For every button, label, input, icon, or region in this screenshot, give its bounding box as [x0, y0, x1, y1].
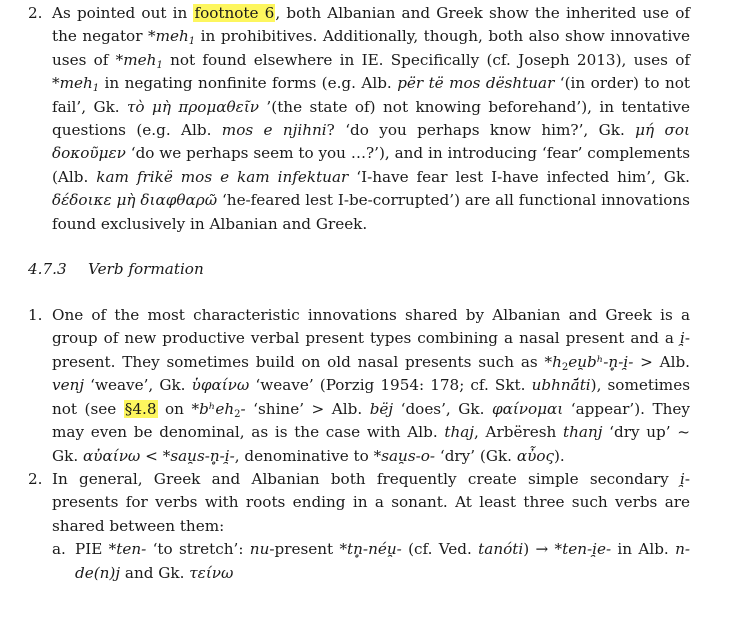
paragraph-negator: 2. As pointed out in footnote 6, both Albanian and Greek show the inherited use of the negator *meh$_1$ in prohibitives. Additionally, though, both also show innovative uses of *meh$_1$ not found elsewhere in IE. Specifically (cf. Joseph 2013), uses of *meh$_1$ in negating nonfinite forms (e.g. Alb. për të mos dështuar ‘(in order) to not fail’, Gk. τὸ μὴ προμαθεῖν ’(the state of) not knowing beforehand’), in tentative questions (e.g. Alb. mos e njihni? ‘do you perhaps know him?’, Gk. μή σοι δοκοῦμεν ‘do we perhaps seem to you …?’), and in introducing ‘fear’ complements (Alb. kam frikë mos e kam infektuar ‘I-have fear lest I-have infected him’, Gk. δέδοικε μὴ διαφθαρῶ ‘he-feared lest I-be-corrupted’) are all functional innovations found exclusively in Albanian and Greek. — [28, 4, 690, 233]
section-link[interactable]: §4.8 — [124, 399, 157, 418]
document-page — [0, 2, 750, 585]
subitem-ten: a. PIE *ten- ‘to stretch’: nu-present *tn̥-néu̯- (cf. Ved. tanóti) → *ten-i̯e- in Alb. n-de(n)j and Gk. τείνω — [52, 540, 690, 582]
list-number: 2. — [28, 4, 43, 22]
section-heading — [0, 258, 750, 282]
footnote-link[interactable]: footnote 6 — [194, 4, 275, 22]
paragraph-nasal-presents: 1. One of the most characteristic innovations shared by Albanian and Greek is a group of new productive verbal present types combining a nasal present and a i̯-present. They sometimes build on old nasal presents such as $*h_2eu̯bʰ-n̥-i̯-$ > Alb. venj ‘weave’, Gk. ὑφαίνω ‘weave’ (Porzig 1954: 178; cf. Skt. ubhnā́ti), sometimes not (see §4.8 on *bʰeh$_2$- ‘shine’ > Alb. bëj ‘does’, Gk. φαίνομαι ‘appear’). They may even be denominal, as is the case with Alb. thaj, Arbëresh thanj ‘dry up’ ~ Gk. αὐαίνω < *sau̯s-n̥-i̯-, denominative to *sau̯s-o- ‘dry’ (Gk. αὖος). — [28, 306, 691, 465]
list-number: 1. — [28, 306, 43, 325]
paragraph-secondary-presents: 2. In general, Greek and Albanian both frequently create simple secondary i̯-presents for verbs with roots ending in a sonant. At least three such verbs are shared between them: — [28, 469, 690, 535]
list-letter: a. — [52, 540, 66, 559]
section-number: 4.7.3 — [28, 260, 67, 279]
list-number: 2. — [28, 469, 43, 488]
section-title: Verb formation — [88, 260, 204, 279]
